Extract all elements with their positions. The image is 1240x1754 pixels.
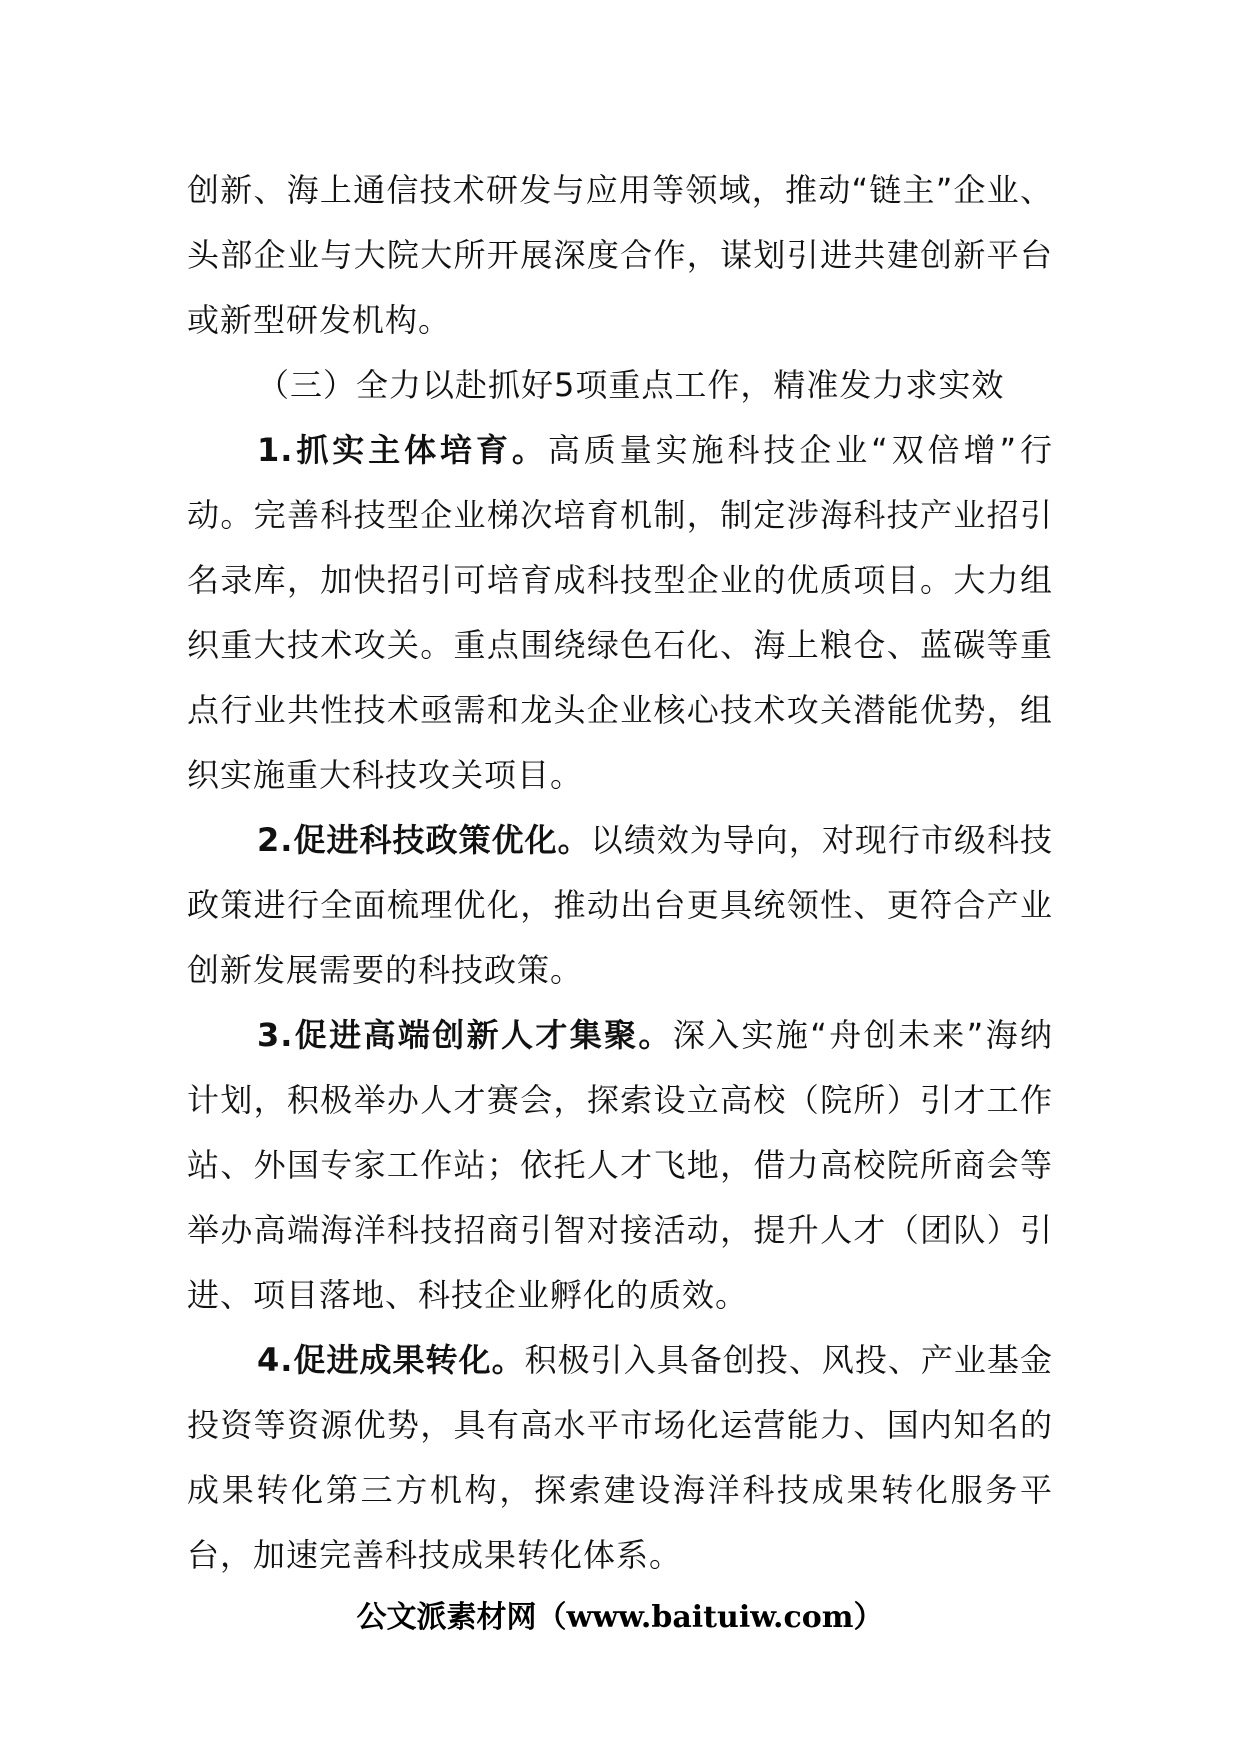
document-body: [187, 158, 1053, 1588]
paragraph-text: 创新、海上通信技术研发与应用等领域，推动“链主”企业、头部企业与大院大所开展深度合作，谋划引进共建创新平台或新型研发机构。: [187, 171, 1053, 339]
section-heading: [187, 353, 1053, 418]
paragraph-lead: 1.抓实主体培育。: [257, 431, 548, 469]
paragraph-text: 积极引入具备创投、风投、产业基金投资等资源优势，具有高水平市场化运营能力、国内知名的成果转化第三方机构，探索建设海洋科技成果转化服务平台，加速完善科技成果转化体系。: [187, 1341, 1053, 1574]
paragraph-text: 以绩效为导向，对现行市级科技政策进行全面梳理优化，推动出台更具统领性、更符合产业创新发展需要的科技政策。: [187, 821, 1053, 989]
paragraph-lead: 3.促进高端创新人才集聚。: [257, 1016, 673, 1054]
paragraph-lead: 2.促进科技政策优化。: [257, 821, 591, 859]
paragraph-text: 高质量实施科技企业“双倍增”行动。完善科技型企业梯次培育机制，制定涉海科技产业招引名录库，加快招引可培育成科技型企业的优质项目。大力组织重大技术攻关。重点围绕绿色石化、海上粮仓、蓝碳等重点行业共性技术亟需和龙头企业核心技术攻关潜能优势，组织实施重大科技攻关项目。: [187, 431, 1053, 794]
paragraph-item-2: [187, 808, 1053, 1003]
section-heading-text: （三）全力以赴抓好5项重点工作，精准发力求实效: [257, 366, 1005, 404]
paragraph-lead: 4.促进成果转化。: [257, 1341, 525, 1379]
paragraph-item-4: [187, 1328, 1053, 1588]
paragraph-item-3: [187, 1003, 1053, 1328]
paragraph-item-1: [187, 418, 1053, 808]
paragraph-text: 深入实施“舟创未来”海纳计划，积极举办人才赛会，探索设立高校（院所）引才工作站、外国专家工作站；依托人才飞地，借力高校院所商会等举办高端海洋科技招商引智对接活动，提升人才（团队）引进、项目落地、科技企业孵化的质效。: [187, 1016, 1053, 1314]
watermark-footer: 公文派素材网（www.baituiw.com）: [356, 1600, 884, 1635]
paragraph-continuation: [187, 158, 1053, 353]
